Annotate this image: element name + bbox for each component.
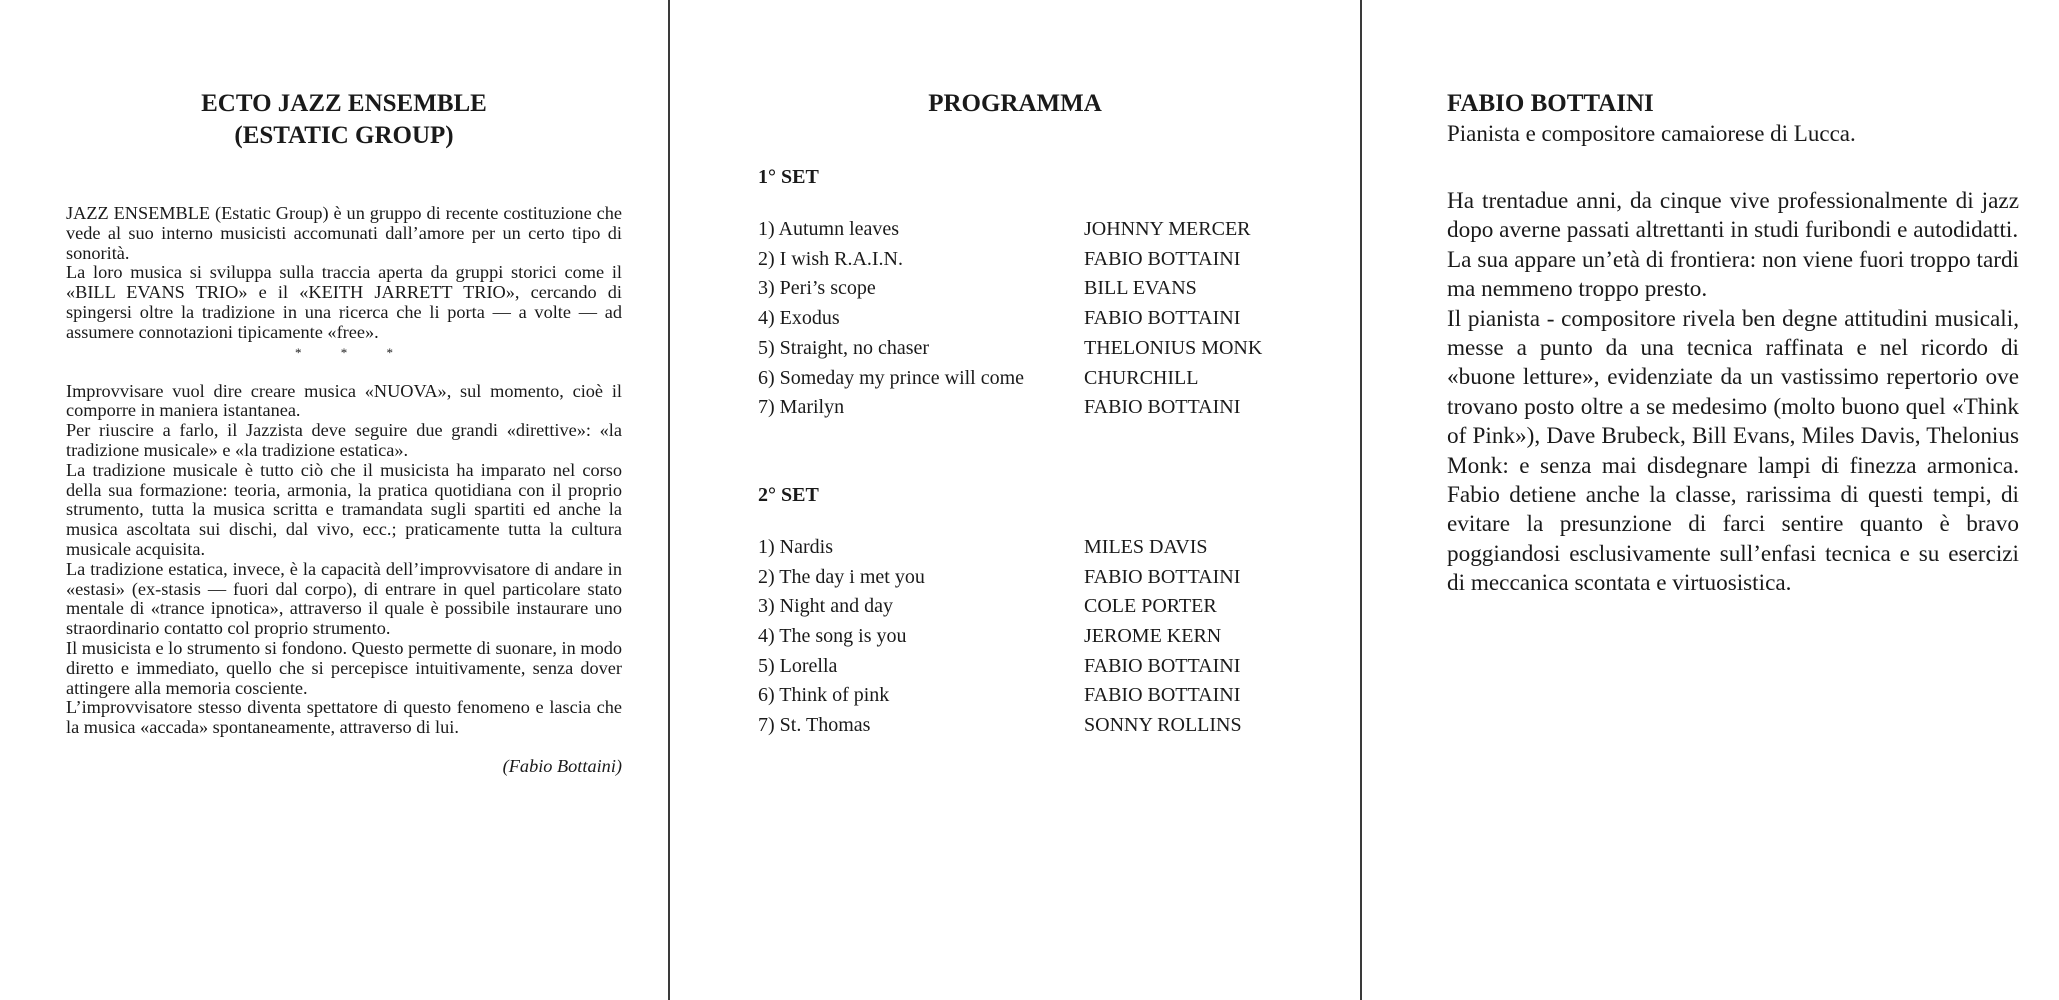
body-paragraph: Improvvisare vuol dire creare musica «NUOVA», sul momento, cioè il comporre in maniera istantanea.	[66, 380, 622, 421]
song-author: CHURCHILL	[1084, 366, 1199, 389]
artist-subtitle: Pianista e compositore camaiorese di Lucca.	[1447, 121, 1856, 146]
biography-panel	[1362, 0, 2059, 1000]
section-separator: * * *	[295, 344, 411, 360]
program-row	[758, 364, 1262, 394]
program-title: PROGRAMMA	[928, 90, 1102, 117]
bio-paragraph: Ha trentadue anni, da cinque vive professionalmente di jazz dopo averne passati altrettanti in studi furibondi e autodidatti.	[1447, 188, 2019, 244]
song-author: FABIO BOTTAINI	[1084, 684, 1241, 707]
song-title: 1) Nardis	[758, 535, 833, 558]
program-row	[758, 592, 1242, 622]
song-title: 3) Night and day	[758, 595, 893, 618]
song-title: 5) Straight, no chaser	[758, 336, 930, 359]
song-title: 2) The day i met you	[758, 565, 925, 588]
ensemble-title-line2: (ESTATIC GROUP)	[234, 122, 454, 149]
song-author: COLE PORTER	[1084, 595, 1217, 618]
intro-paragraph: La loro musica si sviluppa sulla traccia aperta da gruppi storici come il «BILL EVANS TRIO» e il «KEITH JARRETT TRIO», cercando di spingersi oltre la tradizione in una ricerca che li porta — a volte — ad assumere connotazioni tipicamente «free».	[66, 262, 622, 342]
song-title: 3) Peri’s scope	[758, 277, 876, 300]
body-paragraph: Il musicista e lo strumento si fondono. Questo permette di suonare, in modo diretto e immediato, quello che si percepisce intuitivamente, senza dover attingere alla memoria cosciente.	[66, 637, 622, 698]
song-title: 7) St. Thomas	[758, 714, 871, 737]
program-row	[758, 563, 1242, 593]
set2-title: 2° SET	[758, 483, 819, 506]
song-author: FABIO BOTTAINI	[1084, 654, 1241, 677]
body-paragraph: La tradizione estatica, invece, è la capacità dell’improvvisatore di andare in «estasi» (ex-stasis — fuori dal corpo), di entrare in quel particolare stato mentale di «trance ipnotica», attraverso il quale è possibile instaurare uno straordinario contatto col proprio strumento.	[66, 558, 622, 639]
set2-list	[758, 533, 1242, 741]
song-title: 6) Think of pink	[758, 684, 890, 707]
body-paragraph: La tradizione musicale è tutto ciò che il musicista ha imparato nel corso della sua formazione: teoria, armonia, la pratica quotidiana con il proprio strumento, tutta la musica scritta e tramandata sugli spartiti ed anche la musica ascoltata sui dischi, dal vivo, ecc.; praticamente tutta la cultura musicale acquisita.	[66, 459, 622, 559]
song-title: 2) I wish R.A.I.N.	[758, 247, 903, 270]
program-row	[758, 652, 1242, 682]
song-author: MILES DAVIS	[1084, 535, 1208, 558]
program-row	[758, 304, 1262, 334]
intro-paragraph: JAZZ ENSEMBLE (Estatic Group) è un gruppo di recente costituzione che vede al suo interno musicisti accomunati dall’amore per un certo tipo di sonorità.	[66, 203, 622, 263]
bio-paragraph: La sua appare un’età di frontiera: non viene fuori troppo tardi ma nemmeno troppo presto.	[1447, 246, 2019, 303]
program-row	[758, 622, 1242, 652]
song-title: 4) Exodus	[758, 307, 840, 330]
program-row	[758, 334, 1262, 364]
song-author: FABIO BOTTAINI	[1084, 565, 1241, 588]
program-row	[758, 393, 1262, 423]
set1-title: 1° SET	[758, 166, 819, 188]
song-author: SONNY ROLLINS	[1084, 714, 1242, 737]
program-row	[758, 215, 1262, 245]
ensemble-panel	[0, 0, 668, 1000]
song-title: 4) The song is you	[758, 625, 907, 648]
song-author: FABIO BOTTAINI	[1084, 396, 1241, 419]
author-signature: (Fabio Bottaini)	[502, 755, 622, 776]
program-row	[758, 274, 1262, 304]
body-paragraph: L’improvvisatore stesso diventa spettatore di questo fenomeno e lascia che la musica «accada» spontaneamente, attraverso di lui.	[66, 697, 622, 738]
body-paragraph: Per riuscire a farlo, il Jazzista deve seguire due grandi «direttive»: «la tradizione musicale» e «la tradizione estatica».	[66, 420, 622, 460]
set1-list	[758, 215, 1262, 423]
biography-text	[1447, 187, 2019, 599]
song-author: JEROME KERN	[1084, 625, 1222, 648]
artist-name: FABIO BOTTAINI	[1447, 90, 1654, 117]
bio-paragraph: Il pianista - compositore rivela ben degne attitudini musicali, messe a punto da una tecnica raffinata e nel ricordo di «buone letture», evidenziate da un vastissimo repertorio ove trovano posto oltre a se medesimo (molto buono quel «Think of Pink»), Dave Brubeck, Bill Evans, Miles Davis, Thelonius Monk: e senza mai disdegnare lampi di finezza armonica. Fabio detiene anche la classe, rarissima di questi tempi, di evitare la presunzione di farci sentire quanto è bravo poggiandosi esclusivamente sull’enfasi tecnica e su esercizi di meccanica scontata e virtuosistica.	[1447, 305, 2019, 597]
program-row	[758, 245, 1262, 275]
program-panel	[670, 0, 1360, 1000]
program-row	[758, 681, 1242, 711]
song-author: FABIO BOTTAINI	[1084, 247, 1241, 270]
song-title: 6) Someday my prince will come	[758, 366, 1025, 389]
song-author: THELONIUS MONK	[1084, 336, 1263, 359]
song-author: FABIO BOTTAINI	[1084, 307, 1241, 330]
ensemble-title	[66, 88, 622, 152]
ensemble-title-line1: ECTO JAZZ ENSEMBLE	[201, 90, 487, 117]
song-author: BILL EVANS	[1084, 277, 1197, 300]
program-row	[758, 711, 1242, 741]
song-title: 1) Autumn leaves	[758, 218, 900, 240]
song-title: 5) Lorella	[758, 654, 838, 677]
song-author: JOHNNY MERCER	[1084, 218, 1251, 240]
ensemble-text	[66, 204, 622, 777]
program-row	[758, 533, 1242, 563]
song-title: 7) Marilyn	[758, 396, 845, 419]
